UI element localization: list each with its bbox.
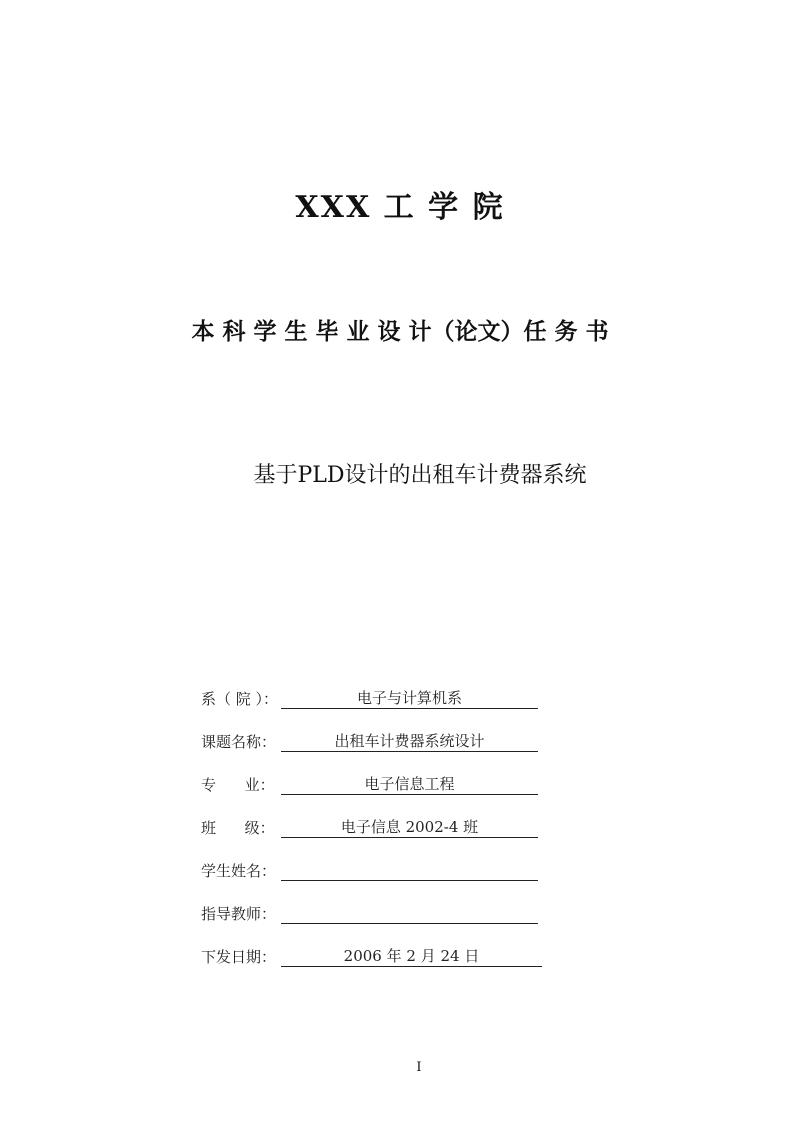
- field-label: 学生姓名：: [201, 862, 277, 880]
- field-label: 下发日期：: [201, 948, 277, 966]
- field-value: 电子信息工程: [281, 774, 538, 795]
- field-value: 2006 年 2 月 24 日: [281, 946, 542, 967]
- field-label: 指导教师：: [201, 905, 277, 923]
- field-value: 出租车计费器系统设计: [281, 731, 538, 752]
- field-value: 电子信息 2002-4 班: [281, 817, 538, 838]
- field-label: 课题名称：: [201, 733, 277, 751]
- field-value: 电子与计算机系: [281, 688, 538, 709]
- thesis-title: 基于PLD设计的出租车计费器系统: [253, 463, 587, 488]
- field-label: 系（ 院 ）：: [201, 690, 279, 708]
- document-type-title: 本 科 学 生 毕 业 设 计（论文）任 务 书: [191, 318, 609, 345]
- page-number: I: [416, 1060, 422, 1075]
- field-label: 班 级：: [201, 819, 275, 837]
- field-value: [281, 903, 538, 924]
- field-label: 专 业：: [201, 776, 275, 794]
- school-name: XXX 工 学 院: [295, 190, 505, 225]
- field-value: [281, 860, 538, 881]
